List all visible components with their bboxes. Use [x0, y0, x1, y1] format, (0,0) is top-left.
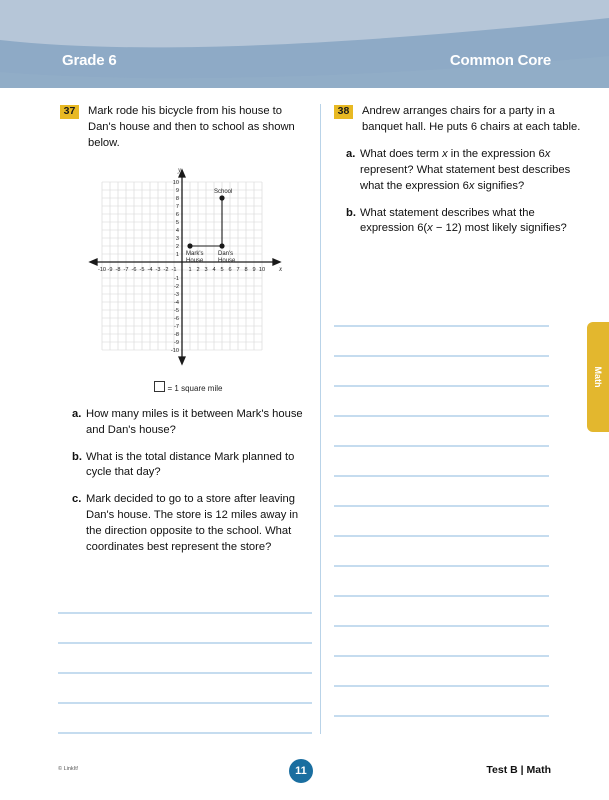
svg-text:-7: -7 [123, 266, 129, 273]
question-38-part-a-label: a. [346, 147, 356, 160]
svg-text:2: 2 [175, 243, 179, 250]
answer-line[interactable] [334, 625, 549, 627]
svg-text:10: 10 [172, 179, 179, 186]
svg-text:-10: -10 [170, 347, 179, 354]
question-38-var-x-2: x [544, 147, 551, 160]
question-37-part-a-label: a. [72, 407, 82, 420]
question-38-part-b [334, 206, 584, 238]
svg-text:House: House [186, 257, 204, 264]
question-37 [60, 104, 310, 152]
svg-text:1: 1 [188, 266, 192, 273]
answer-line[interactable] [58, 642, 312, 644]
answer-line[interactable] [58, 672, 312, 674]
question-38-var-x-1: x [442, 147, 448, 160]
svg-text:-2: -2 [174, 283, 179, 290]
footer-test-label: Test B | Math [486, 764, 551, 776]
svg-text:8: 8 [175, 195, 179, 202]
svg-text:5: 5 [175, 219, 179, 226]
question-38-number: 38 [334, 105, 353, 119]
answer-line[interactable] [334, 595, 549, 597]
question-38-var-x-3: x [468, 179, 475, 192]
answer-line[interactable] [58, 702, 312, 704]
answer-line[interactable] [334, 685, 549, 687]
answer-line[interactable] [334, 655, 549, 657]
svg-text:-8: -8 [174, 331, 179, 338]
svg-text:-3: -3 [174, 291, 179, 298]
left-column [60, 104, 310, 556]
svg-text:School: School [214, 188, 233, 195]
answer-line[interactable] [334, 505, 549, 507]
question-38 [334, 104, 584, 136]
answer-line[interactable] [58, 612, 312, 614]
question-38-part-b-label: b. [346, 206, 356, 219]
svg-text:-8: -8 [115, 266, 121, 273]
answer-line[interactable] [334, 535, 549, 537]
answer-line[interactable] [334, 475, 549, 477]
question-38-part-a-text-after: represent? What statement best describes what the expression 6 [360, 163, 571, 192]
svg-text:x: x [279, 264, 283, 273]
page-header-banner [0, 0, 609, 88]
subject-side-tab[interactable] [587, 322, 609, 432]
svg-text:-4: -4 [174, 299, 179, 306]
point-dans-house [219, 243, 224, 248]
svg-text:House: House [218, 257, 236, 264]
legend-square-icon [154, 381, 165, 392]
question-37-part-a-text: How many miles is it between Mark's house and Dan's house? [86, 407, 303, 436]
question-38-part-a-text-end: signifies? [474, 179, 525, 192]
svg-text:6: 6 [175, 211, 179, 218]
answer-line[interactable] [334, 565, 549, 567]
svg-text:3: 3 [175, 235, 179, 242]
svg-text:-9: -9 [107, 266, 113, 273]
question-38-stem: Andrew arranges chairs for a party in a banquet hall. He puts 6 chairs at each table. [362, 105, 581, 133]
answer-line[interactable] [334, 445, 549, 447]
svg-text:4: 4 [175, 227, 179, 234]
page-number-badge: 11 [289, 759, 313, 783]
question-37-answer-lines[interactable] [58, 612, 312, 762]
svg-text:-6: -6 [131, 266, 137, 273]
question-37-part-a [60, 407, 310, 439]
svg-text:-2: -2 [163, 266, 169, 273]
question-38-part-a-text-before: What does term [360, 147, 443, 160]
question-37-part-c-text: Mark decided to go to a store after leaving Dan's house. The store is 12 miles away in the direction opposite to the school. What coordinates best represent the store? [86, 493, 299, 554]
svg-text:-1: -1 [171, 266, 177, 273]
svg-text:-3: -3 [155, 266, 161, 273]
svg-text:9: 9 [252, 266, 256, 273]
point-school [219, 195, 224, 200]
svg-text:1: 1 [175, 251, 179, 258]
answer-line[interactable] [334, 325, 549, 327]
coordinate-plane-figure [88, 164, 288, 379]
question-37-part-b-label: b. [72, 450, 82, 463]
question-37-part-b [60, 450, 310, 482]
question-38-answer-lines[interactable] [334, 325, 549, 745]
answer-line[interactable] [334, 715, 549, 717]
question-38-part-a-text-mid: in the expression 6 [447, 147, 545, 160]
question-37-part-c [60, 492, 310, 556]
svg-text:8: 8 [244, 266, 248, 273]
svg-text:-5: -5 [174, 307, 179, 314]
subject-side-tab-label: Math [593, 366, 603, 388]
svg-text:3: 3 [204, 266, 208, 273]
svg-text:9: 9 [175, 187, 179, 194]
question-38-part-b-text-after: − 12) most likely signifies? [432, 222, 567, 235]
question-37-part-c-label: c. [72, 493, 82, 506]
question-37-part-b-text: What is the total distance Mark planned to cycle that day? [86, 450, 295, 479]
svg-text:5: 5 [220, 266, 224, 273]
answer-line[interactable] [334, 385, 549, 387]
svg-text:7: 7 [236, 266, 240, 273]
graph-legend-text: = 1 square mile [167, 383, 223, 393]
question-38-var-x-4: x [427, 222, 433, 235]
grade-label: Grade 6 [62, 52, 117, 69]
svg-text:Dan's: Dan's [218, 250, 234, 257]
svg-text:2: 2 [196, 266, 200, 273]
svg-text:-9: -9 [174, 339, 179, 346]
question-38-part-b-text-before: What statement describes what the expression 6( [360, 206, 535, 235]
svg-text:y: y [178, 165, 182, 174]
standard-label: Common Core [449, 52, 551, 69]
question-37-number: 37 [60, 105, 79, 119]
svg-text:-4: -4 [147, 266, 153, 273]
answer-line[interactable] [58, 732, 312, 734]
answer-line[interactable] [334, 355, 549, 357]
question-37-stem: Mark rode his bicycle from his house to Dan's house and then to school as shown below. [88, 105, 295, 149]
footer-copyright: © LinkIt! [58, 766, 79, 772]
right-column [334, 104, 584, 237]
coordinate-plane-svg [88, 164, 288, 379]
answer-line[interactable] [334, 415, 549, 417]
svg-text:-7: -7 [174, 323, 179, 330]
svg-text:-6: -6 [174, 315, 179, 322]
svg-text:-1: -1 [174, 275, 179, 282]
point-marks-house [187, 243, 192, 248]
question-38-part-a [334, 147, 584, 195]
banner-swoosh [0, 0, 609, 88]
svg-text:10: 10 [258, 266, 266, 273]
graph-legend [88, 381, 288, 393]
svg-text:Mark's: Mark's [186, 250, 204, 257]
svg-text:-10: -10 [97, 266, 107, 273]
svg-text:-5: -5 [139, 266, 145, 273]
column-divider [320, 104, 321, 734]
svg-text:4: 4 [212, 266, 216, 273]
svg-text:7: 7 [175, 203, 179, 210]
svg-text:6: 6 [228, 266, 232, 273]
